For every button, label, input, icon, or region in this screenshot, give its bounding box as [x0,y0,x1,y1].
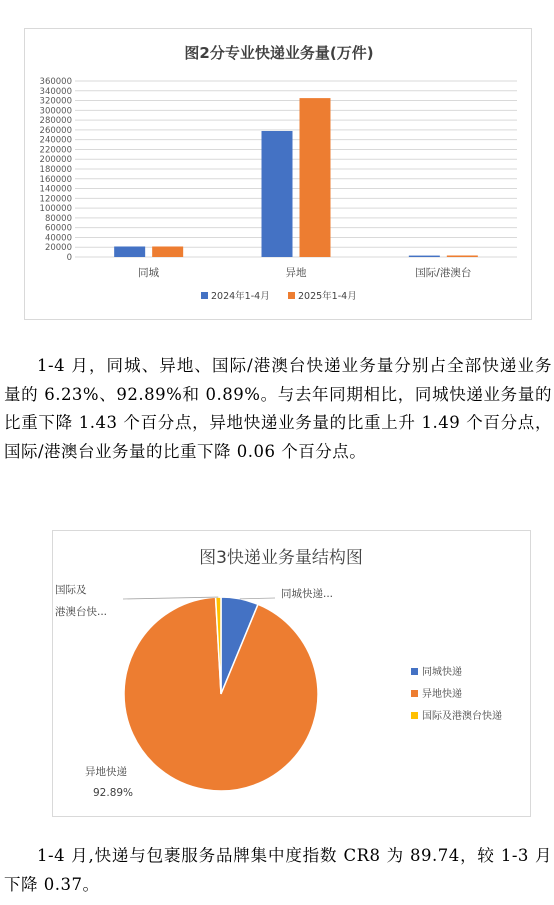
slice-label: 国际及港澳台快... [55,584,108,618]
y-tick-label: 140000 [39,184,72,195]
y-tick-label: 40000 [44,233,72,244]
legend-swatch [288,292,295,299]
bar-2025 [300,98,331,257]
bar-2025 [447,255,478,257]
y-tick-label: 0 [66,253,72,263]
bar-2025 [152,246,183,257]
legend-label: 国际及港澳台快递 [422,711,502,722]
bar-chart-frame [24,28,532,320]
y-tick-label: 280000 [39,116,72,127]
y-tick-label: 180000 [39,165,72,175]
chart-title: 图3快递业务量结构图 [199,548,363,568]
bar-chart [25,29,533,321]
y-tick-label: 320000 [39,96,72,107]
y-tick-label: 160000 [39,174,72,185]
y-tick-label: 60000 [44,223,72,234]
y-tick-label: 200000 [39,155,72,166]
x-tick-label: 异地 [285,267,307,279]
legend-swatch [411,668,418,675]
leader-line [240,598,275,599]
y-tick-label: 360000 [39,77,72,87]
y-tick-label: 300000 [39,106,72,117]
y-tick-label: 80000 [44,213,72,224]
legend-label: 异地快递 [422,689,462,700]
legend-swatch [201,292,208,299]
legend-label: 2025年1-4月 [298,291,357,302]
x-tick-label: 国际/港澳台 [415,267,472,279]
legend-label: 2024年1-4月 [211,291,270,302]
y-tick-label: 260000 [39,125,72,136]
slice-label: 异地快递 [85,766,127,778]
y-tick-label: 20000 [44,243,72,254]
y-tick-label: 220000 [39,145,72,156]
pie-chart [53,531,532,818]
x-tick-label: 同城 [138,267,160,279]
slice-label: 同城快递... [281,588,334,600]
legend-label: 同城快递 [422,667,462,678]
bar-2024 [262,131,293,257]
bar-2024 [409,256,440,257]
y-tick-label: 100000 [39,204,72,215]
slice-value-label: 92.89% [93,787,134,799]
paragraph-cr8: 1-4 月,快递与包裹服务品牌集中度指数 CR8 为 89.74，较 1-3 月下降 0.37。 [4,846,552,894]
legend-swatch [411,690,418,697]
legend-swatch [411,712,418,719]
y-tick-label: 120000 [39,194,72,205]
bar-2024 [114,246,145,257]
paragraph-distribution: 1-4 月，同城、异地、国际/港澳台快递业务量分别占全部快递业务量的 6.23%、92.89%和 0.89%。与去年同期相比，同城快递业务量的比重下降 1.43 个百分点，异地快递业务量的比重上升 1.49 个百分点，国际/港澳台业务量的比重下降 0.06 个百分点。 [4,356,552,461]
chart-title: 图2分专业快递业务量(万件) [184,44,374,62]
pie-chart-frame [52,530,531,817]
y-tick-label: 340000 [39,86,72,97]
y-tick-label: 240000 [39,135,72,146]
